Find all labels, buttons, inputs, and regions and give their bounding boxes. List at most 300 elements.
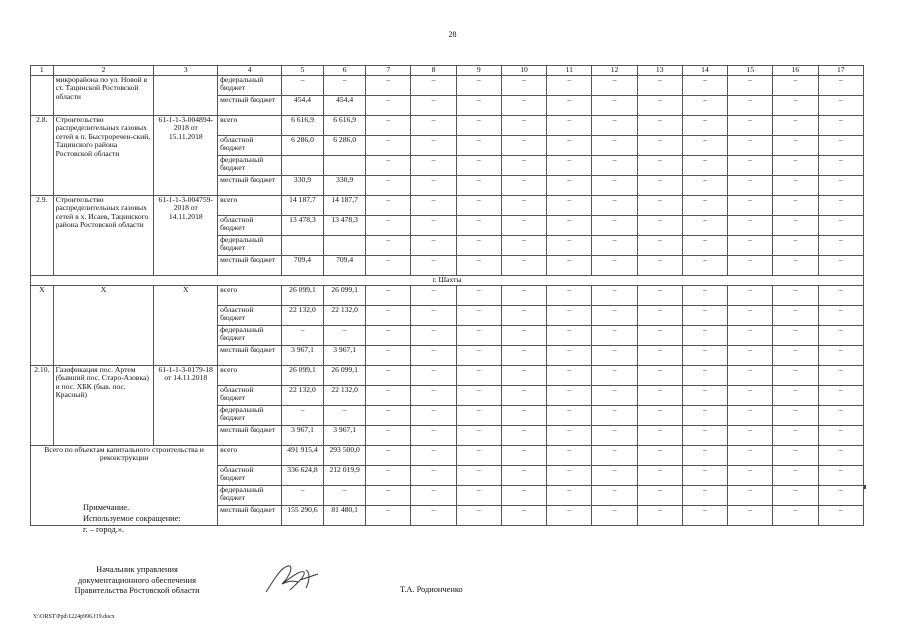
value-col6: 3 967,1 <box>324 346 366 366</box>
value-dash: – <box>501 446 546 466</box>
object-number: 2.9. <box>31 196 54 276</box>
value-dash: – <box>366 306 411 326</box>
value-dash: – <box>456 116 501 136</box>
value-dash: – <box>501 466 546 486</box>
value-dash: – <box>456 386 501 406</box>
value-dash: – <box>501 256 546 276</box>
value-dash: – <box>773 256 818 276</box>
value-col6: 293 500,0 <box>324 446 366 466</box>
value-dash: – <box>501 76 546 96</box>
value-dash: – <box>728 446 773 466</box>
object-code: 61-1-1-3-004894-2018 от 15.11.2018 <box>154 116 218 196</box>
value-dash: – <box>592 386 637 406</box>
value-dash: – <box>501 176 546 196</box>
value-col6: – <box>324 486 366 506</box>
table-row <box>31 116 864 136</box>
value-dash: – <box>366 446 411 466</box>
fund-source-cell: областной бюджет <box>218 466 282 486</box>
value-dash: – <box>818 256 863 276</box>
value-dash: – <box>547 256 592 276</box>
value-dash: – <box>366 386 411 406</box>
value-dash: – <box>682 96 727 116</box>
value-dash: – <box>366 466 411 486</box>
value-dash: – <box>366 426 411 446</box>
note-abbrev: г. – город.». <box>83 525 125 534</box>
value-dash: – <box>547 466 592 486</box>
header-cell: 12 <box>592 66 637 76</box>
signer-line-1: Начальник управления <box>96 565 178 574</box>
signer-name: Т.А. Родионченко <box>400 585 463 594</box>
value-dash: – <box>818 196 863 216</box>
value-dash: – <box>592 366 637 386</box>
value-dash: – <box>818 96 863 116</box>
value-col5: 13 478,3 <box>281 216 323 236</box>
value-dash: – <box>682 486 727 506</box>
table-row <box>31 196 864 216</box>
value-dash: – <box>547 506 592 526</box>
value-col6: – <box>324 406 366 426</box>
value-dash: – <box>366 156 411 176</box>
value-dash: – <box>773 466 818 486</box>
value-dash: – <box>366 326 411 346</box>
value-col6: 3 967,1 <box>324 426 366 446</box>
value-dash: – <box>547 156 592 176</box>
value-dash: – <box>456 156 501 176</box>
value-dash: – <box>637 136 682 156</box>
value-dash: – <box>773 136 818 156</box>
fund-source-cell: областной бюджет <box>218 136 282 156</box>
value-dash: – <box>366 366 411 386</box>
value-dash: – <box>501 116 546 136</box>
value-dash: – <box>547 446 592 466</box>
value-dash: – <box>637 346 682 366</box>
value-dash: – <box>682 116 727 136</box>
value-dash: – <box>637 306 682 326</box>
fund-source-cell: областной бюджет <box>218 306 282 326</box>
value-dash: – <box>728 116 773 136</box>
value-col6: 6 286,0 <box>324 136 366 156</box>
value-dash: – <box>592 346 637 366</box>
value-dash: – <box>728 346 773 366</box>
value-dash: – <box>728 76 773 96</box>
value-dash: – <box>637 406 682 426</box>
x-cell-name: Х <box>53 286 154 366</box>
object-code <box>154 76 218 116</box>
value-dash: – <box>637 76 682 96</box>
value-dash: – <box>818 426 863 446</box>
header-cell: 3 <box>154 66 218 76</box>
value-col5: 709,4 <box>281 256 323 276</box>
value-dash: – <box>547 326 592 346</box>
value-dash: – <box>456 76 501 96</box>
header-cell: 6 <box>324 66 366 76</box>
fund-source-cell: федеральный бюджет <box>218 156 282 176</box>
value-dash: – <box>637 466 682 486</box>
fund-source-cell: всего <box>218 196 282 216</box>
value-dash: – <box>682 216 727 236</box>
value-dash: – <box>456 466 501 486</box>
fund-source-cell: всего <box>218 446 282 466</box>
value-dash: – <box>637 286 682 306</box>
value-dash: – <box>818 176 863 196</box>
value-col6: 13 478,3 <box>324 216 366 236</box>
value-dash: – <box>456 446 501 466</box>
value-dash: – <box>547 216 592 236</box>
fund-source-cell: федеральный бюджет <box>218 406 282 426</box>
value-dash: – <box>547 286 592 306</box>
value-dash: – <box>411 156 456 176</box>
value-dash: – <box>547 76 592 96</box>
value-dash: – <box>456 506 501 526</box>
value-dash: – <box>773 366 818 386</box>
value-dash: – <box>592 466 637 486</box>
header-cell: 8 <box>411 66 456 76</box>
value-dash: – <box>547 426 592 446</box>
value-dash: – <box>501 426 546 446</box>
object-name: микрорайона по ул. Новой в ст. Тацинской Ростовской области <box>53 76 154 116</box>
value-dash: – <box>456 176 501 196</box>
value-dash: – <box>818 446 863 466</box>
value-dash: – <box>592 136 637 156</box>
value-dash: – <box>728 136 773 156</box>
file-path: Y:\ORST\Ppd\1224p996.f19.docx <box>33 614 115 620</box>
value-dash: – <box>728 286 773 306</box>
value-dash: – <box>501 216 546 236</box>
value-dash: – <box>728 406 773 426</box>
value-dash: – <box>728 256 773 276</box>
value-dash: – <box>773 116 818 136</box>
value-dash: – <box>682 156 727 176</box>
section-row <box>31 276 864 286</box>
value-dash: – <box>547 386 592 406</box>
value-col6: 212 019,9 <box>324 466 366 486</box>
value-col6 <box>324 156 366 176</box>
value-dash: – <box>547 486 592 506</box>
value-dash: – <box>547 236 592 256</box>
header-cell: 2 <box>53 66 154 76</box>
value-col5: – <box>281 406 323 426</box>
signer-line-2: документационного обеспечения <box>78 575 196 585</box>
value-dash: – <box>637 506 682 526</box>
object-number: 2.10. <box>31 366 54 446</box>
value-dash: – <box>456 136 501 156</box>
value-dash: – <box>637 236 682 256</box>
value-dash: – <box>773 326 818 346</box>
table-body <box>31 66 864 526</box>
signer-line-3: Правительства Ростовской области <box>74 586 200 595</box>
value-dash: – <box>728 366 773 386</box>
value-dash: – <box>682 346 727 366</box>
value-dash: – <box>411 96 456 116</box>
object-name: Строительство распределительных газовых сетей в х. Исаев, Тацинского района Ростовской области <box>53 196 154 276</box>
value-dash: – <box>682 506 727 526</box>
value-dash: – <box>411 196 456 216</box>
value-dash: – <box>682 136 727 156</box>
value-col6: – <box>324 326 366 346</box>
value-dash: – <box>547 136 592 156</box>
value-dash: – <box>682 326 727 346</box>
value-dash: – <box>773 446 818 466</box>
value-dash: – <box>773 216 818 236</box>
value-dash: – <box>411 346 456 366</box>
value-dash: – <box>501 306 546 326</box>
value-dash: – <box>592 286 637 306</box>
value-dash: – <box>411 236 456 256</box>
value-dash: – <box>592 236 637 256</box>
value-col5: 155 290,6 <box>281 506 323 526</box>
value-col5 <box>281 156 323 176</box>
value-col6: 709,4 <box>324 256 366 276</box>
value-dash: – <box>501 406 546 426</box>
value-dash: – <box>682 236 727 256</box>
value-dash: – <box>366 256 411 276</box>
value-col6: 26 099,1 <box>324 286 366 306</box>
value-dash: – <box>366 96 411 116</box>
note-abbrev-title: Используемое сокращение: <box>83 514 181 523</box>
signer-position <box>52 565 222 597</box>
x-cell-no: Х <box>31 286 54 366</box>
fund-source-cell: всего <box>218 366 282 386</box>
value-dash: – <box>547 406 592 426</box>
header-cell: 14 <box>682 66 727 76</box>
object-name: Газификация пос. Артем (бывший пос. Старо-Азовка) и пос. ХБК (быв. пос. Красный) <box>53 366 154 446</box>
header-cell: 4 <box>218 66 282 76</box>
value-dash: – <box>501 326 546 346</box>
value-dash: – <box>818 306 863 326</box>
value-dash: – <box>818 366 863 386</box>
value-col5: 6 286,0 <box>281 136 323 156</box>
value-dash: – <box>456 256 501 276</box>
value-col5: 26 099,1 <box>281 286 323 306</box>
section-title: г. Шахты <box>31 276 864 286</box>
value-dash: – <box>682 306 727 326</box>
value-dash: – <box>818 346 863 366</box>
fund-source-cell: местный бюджет <box>218 426 282 446</box>
value-dash: – <box>366 236 411 256</box>
fund-source-cell: местный бюджет <box>218 176 282 196</box>
value-dash: – <box>547 306 592 326</box>
value-dash: – <box>547 96 592 116</box>
value-col5: – <box>281 326 323 346</box>
value-dash: – <box>456 306 501 326</box>
value-dash: – <box>456 406 501 426</box>
value-dash: – <box>773 236 818 256</box>
value-dash: – <box>818 386 863 406</box>
value-dash: – <box>818 406 863 426</box>
value-dash: – <box>547 116 592 136</box>
value-dash: – <box>592 76 637 96</box>
value-dash: – <box>501 196 546 216</box>
value-dash: – <box>366 196 411 216</box>
value-col5: 3 967,1 <box>281 346 323 366</box>
value-dash: – <box>501 156 546 176</box>
value-dash: – <box>637 216 682 236</box>
value-dash: – <box>682 176 727 196</box>
value-dash: – <box>818 286 863 306</box>
value-dash: – <box>682 386 727 406</box>
value-col5: 14 187,7 <box>281 196 323 216</box>
value-dash: – <box>366 76 411 96</box>
value-dash: – <box>411 216 456 236</box>
value-dash: – <box>773 406 818 426</box>
value-dash: – <box>411 136 456 156</box>
value-dash: – <box>637 156 682 176</box>
value-dash: – <box>773 196 818 216</box>
value-dash: – <box>411 466 456 486</box>
header-cell: 1 <box>31 66 54 76</box>
value-dash: – <box>818 156 863 176</box>
value-dash: – <box>728 216 773 236</box>
object-code: 61-1-1-3-0179-18 от 14.11.2018 <box>154 366 218 446</box>
value-dash: – <box>456 366 501 386</box>
value-dash: – <box>773 286 818 306</box>
value-dash: – <box>592 96 637 116</box>
value-dash: – <box>818 116 863 136</box>
note-block <box>83 502 181 535</box>
header-cell: 11 <box>547 66 592 76</box>
value-col6: 22 132,0 <box>324 306 366 326</box>
value-dash: – <box>501 96 546 116</box>
value-dash: – <box>366 506 411 526</box>
value-dash: – <box>637 386 682 406</box>
value-col6: 81 480,1 <box>324 506 366 526</box>
value-dash: – <box>501 506 546 526</box>
header-cell: 10 <box>501 66 546 76</box>
value-dash: – <box>547 196 592 216</box>
value-dash: – <box>501 136 546 156</box>
header-cell: 5 <box>281 66 323 76</box>
value-dash: – <box>547 176 592 196</box>
value-dash: – <box>366 216 411 236</box>
fund-source-cell: федеральный бюджет <box>218 326 282 346</box>
value-col5: 22 132,0 <box>281 306 323 326</box>
value-dash: – <box>456 96 501 116</box>
value-dash: – <box>773 96 818 116</box>
value-dash: – <box>547 366 592 386</box>
value-dash: – <box>773 426 818 446</box>
fund-source-cell: областной бюджет <box>218 386 282 406</box>
value-dash: – <box>456 426 501 446</box>
value-dash: – <box>682 426 727 446</box>
value-col5: 454,4 <box>281 96 323 116</box>
value-dash: – <box>366 116 411 136</box>
value-dash: – <box>637 176 682 196</box>
fund-source-cell: местный бюджет <box>218 96 282 116</box>
value-dash: – <box>637 426 682 446</box>
value-col5: 3 967,1 <box>281 426 323 446</box>
object-number <box>31 76 54 116</box>
value-dash: – <box>592 156 637 176</box>
value-col5: 336 624,8 <box>281 466 323 486</box>
value-dash: – <box>366 136 411 156</box>
value-dash: – <box>773 76 818 96</box>
object-number: 2.8. <box>31 116 54 196</box>
fund-source-cell: федеральный бюджет <box>218 486 282 506</box>
value-dash: – <box>592 196 637 216</box>
header-cell: 9 <box>456 66 501 76</box>
value-dash: – <box>501 386 546 406</box>
value-dash: – <box>411 306 456 326</box>
value-dash: – <box>456 216 501 236</box>
value-dash: – <box>818 466 863 486</box>
value-dash: – <box>592 446 637 466</box>
value-col5: 26 099,1 <box>281 366 323 386</box>
value-dash: – <box>411 386 456 406</box>
value-dash: – <box>773 156 818 176</box>
value-dash: – <box>773 386 818 406</box>
value-dash: – <box>728 466 773 486</box>
value-col6 <box>324 236 366 256</box>
table-row <box>31 446 864 466</box>
value-dash: – <box>592 176 637 196</box>
header-cell: 13 <box>637 66 682 76</box>
fund-source-cell: областной бюджет <box>218 216 282 236</box>
value-col6: 330,9 <box>324 176 366 196</box>
value-dash: – <box>592 486 637 506</box>
object-name: Строительство распределительных газовых сетей в п. Быстроречен-ский, Тацинского района Ростовской области <box>53 116 154 196</box>
value-dash: – <box>818 136 863 156</box>
value-dash: – <box>637 116 682 136</box>
value-dash: – <box>637 326 682 346</box>
value-dash: – <box>456 346 501 366</box>
value-dash: – <box>773 506 818 526</box>
value-dash: – <box>592 306 637 326</box>
value-dash: – <box>411 256 456 276</box>
value-dash: – <box>366 346 411 366</box>
value-dash: – <box>637 256 682 276</box>
header-cell: 17 <box>818 66 863 76</box>
value-dash: – <box>818 76 863 96</box>
fund-source-cell: федеральный бюджет <box>218 236 282 256</box>
value-dash: – <box>773 486 818 506</box>
fund-source-cell: всего <box>218 286 282 306</box>
value-col5: 491 915,4 <box>281 446 323 466</box>
value-dash: – <box>456 236 501 256</box>
value-dash: – <box>411 326 456 346</box>
value-dash: – <box>366 486 411 506</box>
value-dash: – <box>592 116 637 136</box>
fund-source-cell: местный бюджет <box>218 256 282 276</box>
value-dash: – <box>682 366 727 386</box>
value-dash: – <box>456 286 501 306</box>
header-cell: 7 <box>366 66 411 76</box>
value-dash: – <box>682 406 727 426</box>
value-dash: – <box>818 506 863 526</box>
value-dash: – <box>773 306 818 326</box>
fund-source-cell: местный бюджет <box>218 506 282 526</box>
value-dash: – <box>366 176 411 196</box>
value-dash: – <box>411 76 456 96</box>
value-dash: – <box>773 346 818 366</box>
note-title: Примечание. <box>83 503 130 512</box>
value-col6: 14 187,7 <box>324 196 366 216</box>
value-dash: – <box>411 506 456 526</box>
value-dash: – <box>637 446 682 466</box>
value-dash: – <box>547 346 592 366</box>
table-row <box>31 286 864 306</box>
fund-source-cell: всего <box>218 116 282 136</box>
value-dash: – <box>728 196 773 216</box>
value-col5: 330,9 <box>281 176 323 196</box>
value-dash: – <box>728 96 773 116</box>
value-dash: – <box>456 196 501 216</box>
margin-mark <box>864 485 866 489</box>
value-dash: – <box>501 346 546 366</box>
value-dash: – <box>592 406 637 426</box>
value-dash: – <box>728 386 773 406</box>
value-dash: – <box>682 256 727 276</box>
value-dash: – <box>818 326 863 346</box>
